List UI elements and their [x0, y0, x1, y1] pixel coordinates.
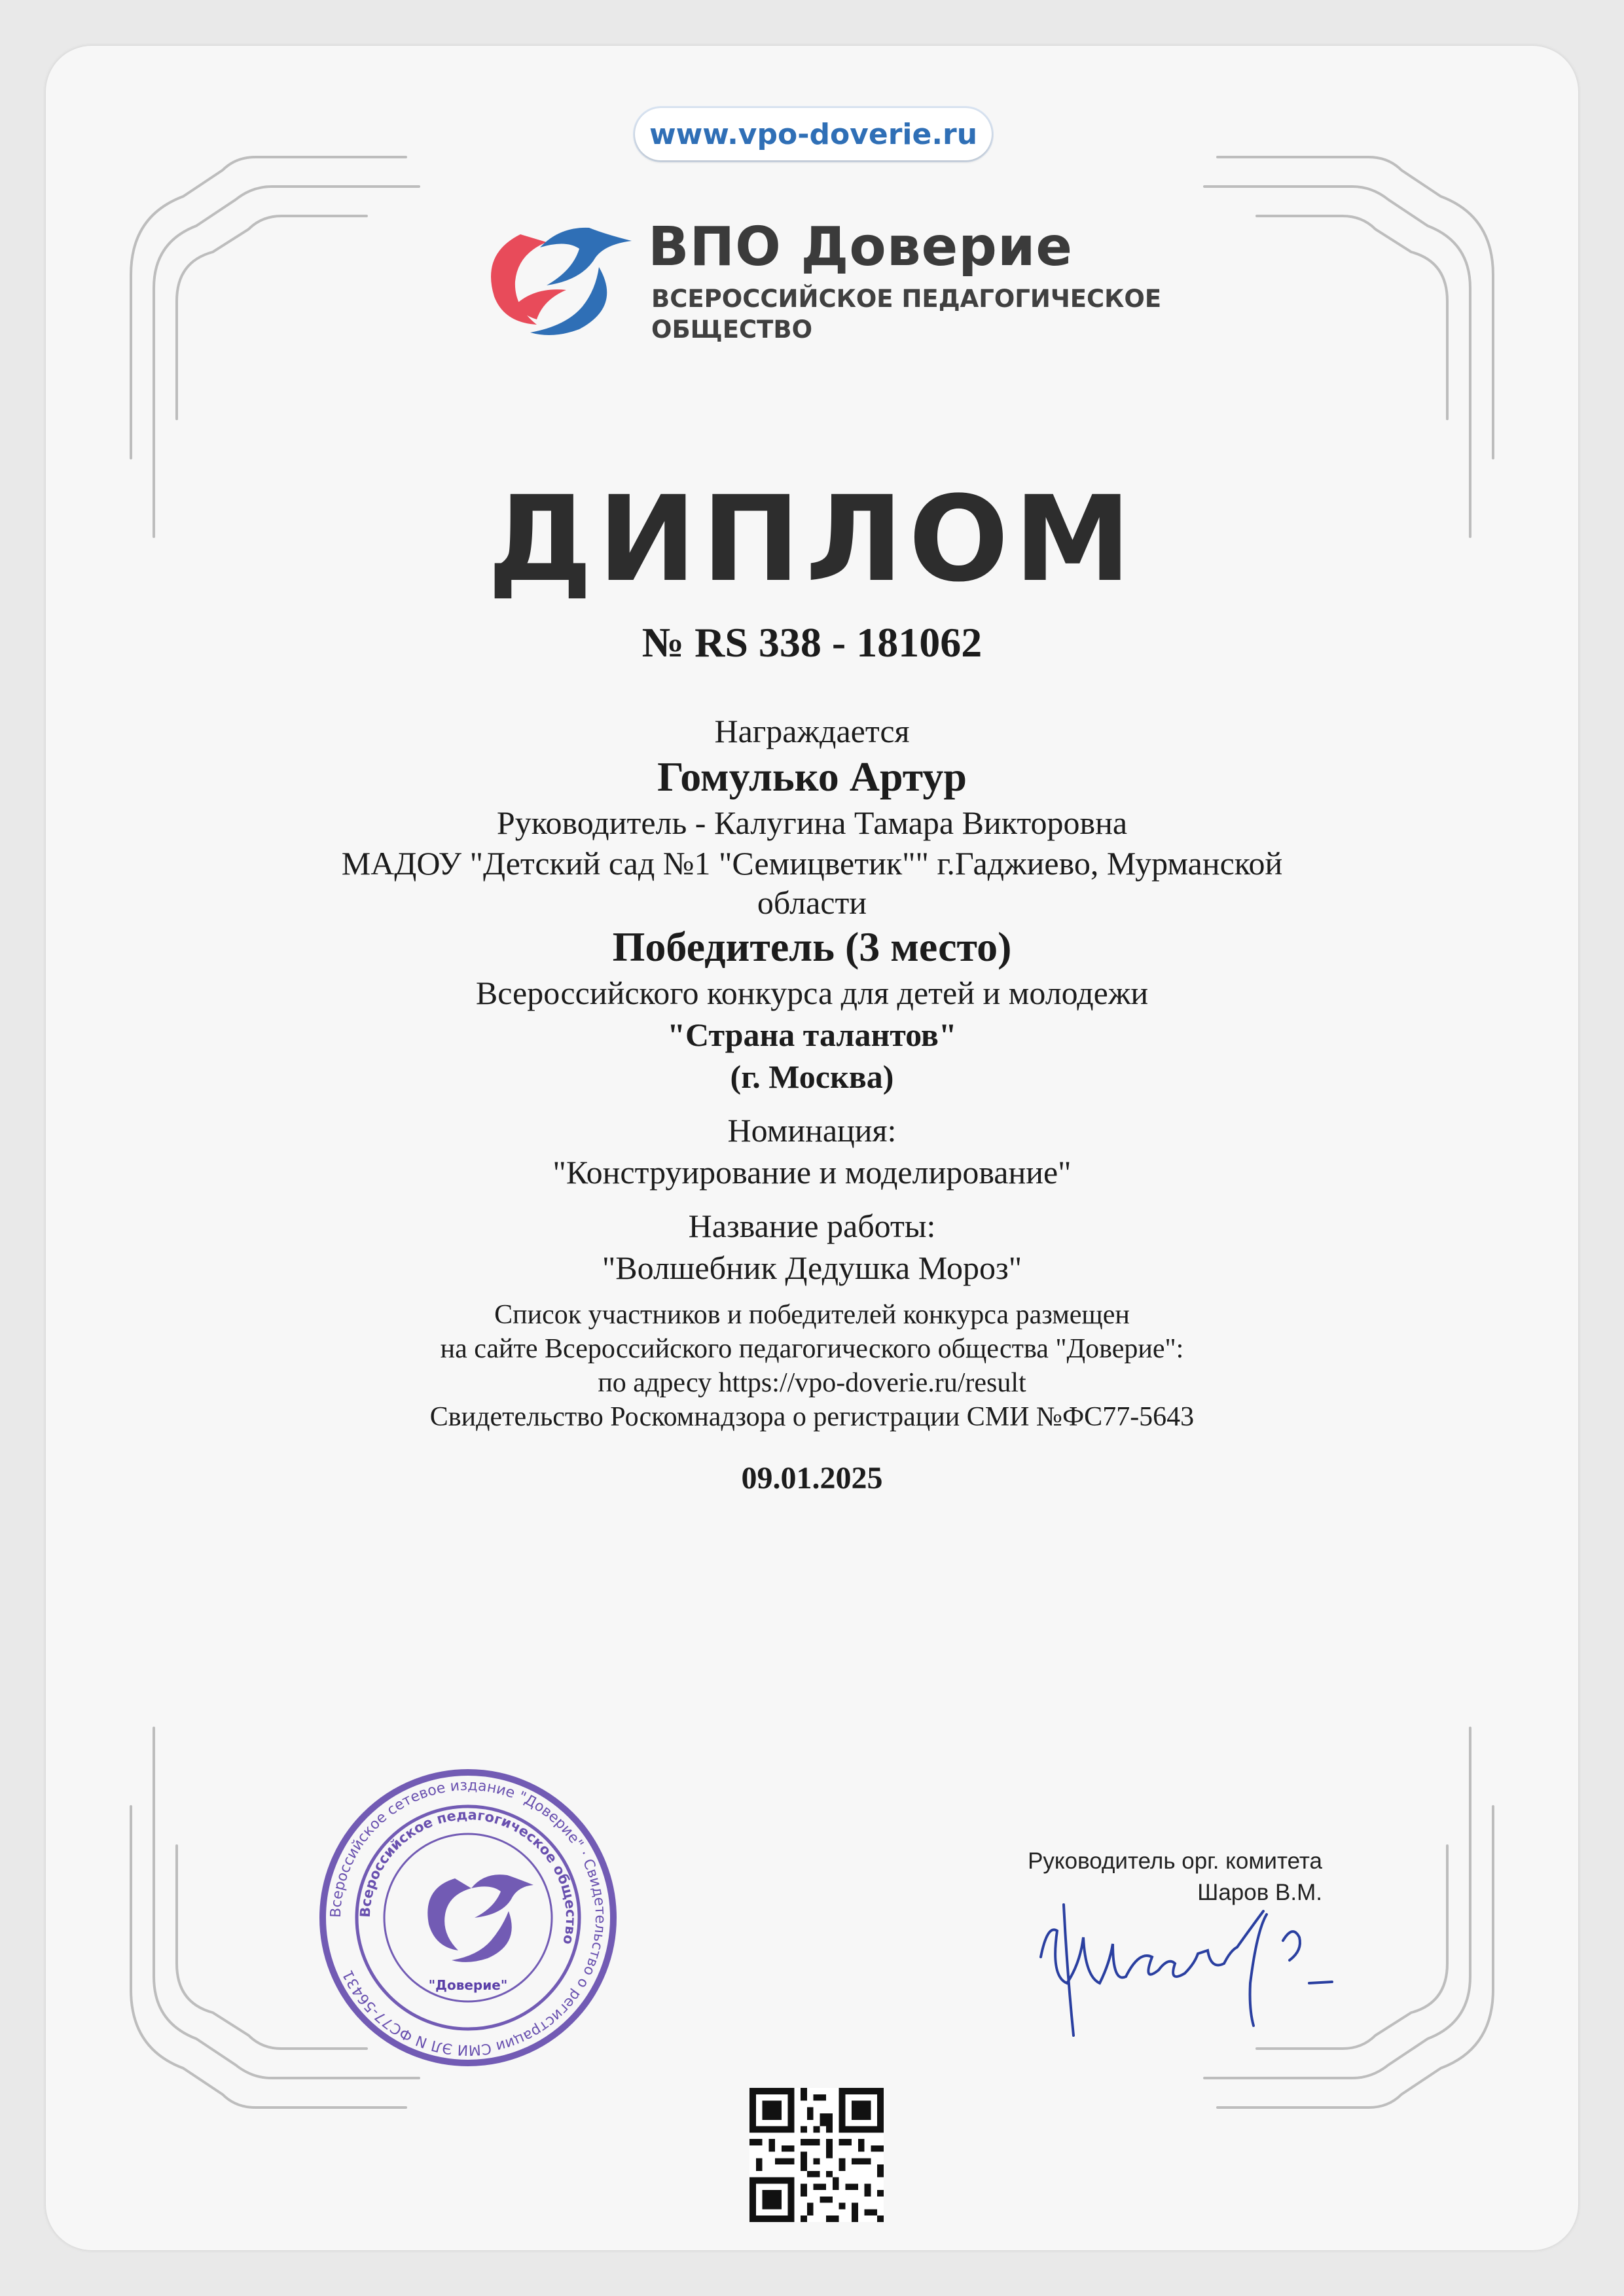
work-title: "Волшебник Дедушка Мороз": [602, 1249, 1022, 1286]
qr-code: [749, 2088, 884, 2222]
place: Победитель (3 место): [612, 924, 1012, 970]
note-line: Список участников и победителей конкурса размещен: [494, 1300, 1130, 1330]
note-line: Свидетельство Роскомнадзора о регистрации СМИ №ФС77-5643: [429, 1402, 1195, 1432]
svg-text:Всероссийское педагогическое о: [357, 1807, 579, 1946]
logo-subtitle-line: ОБЩЕСТВО: [651, 315, 813, 344]
nomination-label: Номинация:: [727, 1112, 897, 1149]
signature: [1028, 1885, 1335, 2042]
logo-icon: [475, 208, 635, 339]
seal-outer-text: Всероссийское сетевое издание "Доверие" · Свидетельство о регистрации СМИ ЭЛ N ФС77-56431: [327, 1777, 609, 2058]
recipient-name: Гомулько Артур: [657, 753, 967, 800]
seal-stamp: [317, 1767, 619, 2068]
supervisor: Руководитель - Калугина Тамара Викторовна: [496, 804, 1128, 841]
issue-date: 09.01.2025: [741, 1461, 883, 1496]
seal-center-text: "Доверие": [428, 1977, 508, 1993]
logo-subtitle-line: ВСЕРОССИЙСКОЕ ПЕДАГОГИЧЕСКОЕ: [651, 285, 1162, 313]
signatory-role: Руководитель орг. комитета: [1028, 1848, 1322, 1874]
note-line: по адресу https://vpo-doverie.ru/result: [598, 1368, 1026, 1398]
site-url-badge: www.vpo-doverie.ru: [635, 108, 992, 160]
diploma-body: [0, 710, 1624, 1496]
signatory-name: Шаров В.М.: [1197, 1880, 1322, 1905]
seal-inner-text: Всероссийское педагогическое общество: [357, 1806, 579, 1946]
organization: МАДОУ "Детский сад №1 "Семицветик"" г.Гаджиево, Мурманской области: [341, 845, 1283, 921]
logo-title: ВПО Доверие: [648, 216, 1074, 278]
results-note: [0, 1298, 1624, 1434]
contest-line: Всероссийского конкурса для детей и молодежи: [475, 975, 1149, 1011]
nomination: "Конструирование и моделирование": [552, 1154, 1072, 1191]
note-line: на сайте Всероссийского педагогического общества "Доверие":: [440, 1334, 1184, 1364]
contest-city: (г. Москва): [730, 1058, 894, 1095]
work-label: Название работы:: [688, 1208, 936, 1244]
logo-subtitle: [651, 283, 1188, 345]
diploma-number: № RS 338 - 181062: [641, 619, 983, 666]
diploma-title: ДИПЛОМ: [487, 471, 1137, 608]
contest-name: "Страна талантов": [667, 1016, 957, 1053]
awarded-label: Награждается: [714, 713, 910, 749]
